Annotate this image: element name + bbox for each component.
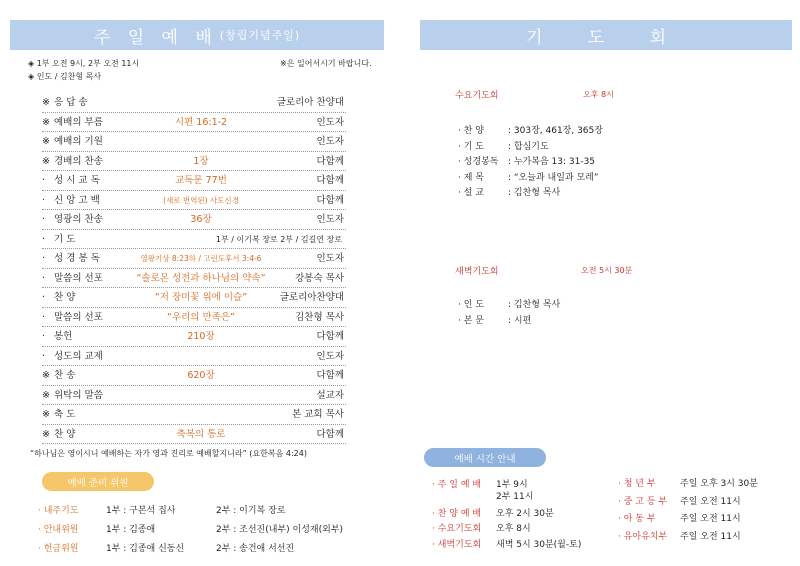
schedule-time: 주일 오전 11시 xyxy=(680,496,741,507)
schedule-label: · 새벽기도회 xyxy=(432,540,482,550)
schedule-time: 새벽 5시 30분(월-토) xyxy=(496,540,582,550)
prayer-title: 기 도 회 xyxy=(525,27,687,48)
meeting-row-label: · 기 도 xyxy=(458,141,484,152)
worship-order xyxy=(42,93,346,444)
schedule-badge xyxy=(424,448,546,467)
bible-verse: “하나님은 영이시니 예배하는 자가 영과 진리로 예배할지니라” (요한복음 4:24) xyxy=(30,449,307,458)
schedule-label: · 찬 양 예 배 xyxy=(432,509,482,519)
meeting-row-value: : 누가복음 13: 31-35 xyxy=(508,157,596,167)
order-row xyxy=(42,425,346,445)
meeting-row-value: : “오늘과 내일과 모레” xyxy=(508,172,599,183)
order-item-person: 인도자 xyxy=(316,116,344,128)
order-row xyxy=(42,171,346,191)
order-item-content: 축복의 통로 xyxy=(176,428,226,440)
meeting-row-value: : 김찬형 목사 xyxy=(508,188,561,198)
worship-title-bar xyxy=(10,20,384,50)
schedule-row xyxy=(432,537,602,551)
order-mark: ※ xyxy=(42,116,50,128)
schedule-row xyxy=(618,529,793,543)
order-item-person: 글로리아찬양대 xyxy=(279,292,344,303)
standing-notice: ※은 일어서시기 바랍니다. xyxy=(280,59,372,68)
schedule-time: 오후 2시 30분 xyxy=(496,509,554,519)
order-row xyxy=(42,288,346,308)
order-row xyxy=(42,132,346,152)
order-row xyxy=(42,386,346,406)
order-item-name: 성도의 교제 xyxy=(54,350,103,362)
meeting-row xyxy=(458,297,758,311)
order-row xyxy=(42,327,346,347)
worship-subtitle: (창립기념주일) xyxy=(219,29,301,42)
prep-role: · 내주기도 xyxy=(38,506,79,516)
order-mark: · xyxy=(42,331,46,342)
order-mark: ※ xyxy=(42,409,50,420)
order-item-name: 신 앙 고 백 xyxy=(54,194,100,206)
order-item-name: 성 경 봉 독 xyxy=(54,253,100,264)
order-item-content: 1부 / 이기복 장로 2부 / 김길연 장로 xyxy=(215,234,342,244)
order-row xyxy=(42,308,346,328)
prep-second-service: 2부 : 이기복 장로 xyxy=(216,506,286,516)
prep-row xyxy=(38,522,378,536)
order-item-name: 기 도 xyxy=(54,233,76,245)
schedule-label: · 주 일 예 배 xyxy=(432,480,482,490)
order-item-person: 본 교회 목사 xyxy=(292,409,344,420)
meeting-row xyxy=(458,185,758,199)
order-item-person: 인도자 xyxy=(316,214,344,225)
order-item-content: “우리의 만족은” xyxy=(167,311,235,323)
dawn-prayer-title: 새벽기도회 xyxy=(455,267,499,277)
order-item-person: 김찬형 목사 xyxy=(295,311,344,323)
wednesday-prayer-time: 오후 8시 xyxy=(583,90,614,99)
schedule-time: 주일 오전 11시 xyxy=(680,514,741,524)
meeting-row xyxy=(458,170,758,184)
order-item-person: 인도자 xyxy=(316,136,344,147)
order-mark: · xyxy=(42,292,46,303)
order-item-name: 축 도 xyxy=(54,409,76,420)
order-mark: · xyxy=(42,311,46,323)
order-mark: ※ xyxy=(42,155,50,167)
schedule-label: · 청 년 부 xyxy=(618,479,656,489)
order-item-name: 말씀의 선포 xyxy=(54,272,103,284)
schedule-label: · 유아유치부 xyxy=(618,531,668,542)
schedule-row xyxy=(432,521,602,535)
order-item-name: 찬 송 xyxy=(54,370,76,381)
order-item-content: 1장 xyxy=(193,155,209,167)
service-times: ◈ 1부 오전 9시, 2부 오전 11시 xyxy=(28,59,140,68)
order-mark: ※ xyxy=(42,370,50,381)
prayer-title-bar xyxy=(420,20,792,50)
order-row xyxy=(42,152,346,172)
meeting-row xyxy=(458,154,758,168)
order-item-name: 경배의 찬송 xyxy=(54,155,103,167)
order-item-name: 위탁의 말씀 xyxy=(54,389,103,401)
order-item-name: 말씀의 선포 xyxy=(54,311,103,323)
order-item-content: 620장 xyxy=(187,370,215,381)
dawn-prayer-time: 오전 5시 30분 xyxy=(581,266,633,275)
schedule-row xyxy=(432,506,602,520)
meeting-row-value: : 시편 xyxy=(508,315,532,326)
meeting-row xyxy=(458,139,758,153)
schedule-label: · 중 고 등 부 xyxy=(618,496,668,507)
schedule-row xyxy=(432,489,602,503)
order-row xyxy=(42,93,346,113)
schedule-row xyxy=(618,511,793,525)
meeting-row-label: · 찬 양 xyxy=(458,126,484,136)
prep-committee-title: 예배 준비 위원 xyxy=(67,477,129,489)
order-item-person: 인도자 xyxy=(316,253,344,264)
order-item-name: 예배의 기원 xyxy=(54,136,103,147)
worship-title: 주 일 예 배 xyxy=(93,27,218,48)
order-row xyxy=(42,366,346,386)
order-row xyxy=(42,347,346,367)
order-mark: ※ xyxy=(42,389,50,401)
order-mark: ※ xyxy=(42,428,50,440)
schedule-label: · 수요기도회 xyxy=(432,524,482,534)
order-row xyxy=(42,269,346,289)
meeting-row-label: · 제 목 xyxy=(458,172,484,183)
order-item-content: “저 장미꽃 위에 이슬” xyxy=(154,292,248,303)
order-row xyxy=(42,113,346,133)
order-mark: ※ xyxy=(42,97,50,108)
order-item-name: 찬 양 xyxy=(54,292,76,303)
order-row xyxy=(42,191,346,211)
order-row xyxy=(42,210,346,230)
meeting-row-value: : 김찬형 목사 xyxy=(508,300,561,310)
order-mark: · xyxy=(42,272,46,284)
order-item-person: 다함께 xyxy=(316,428,344,440)
meeting-row-label: · 인 도 xyxy=(458,300,484,310)
order-item-content: 36장 xyxy=(190,214,212,225)
schedule-label: · 아 동 부 xyxy=(618,514,656,524)
order-mark: · xyxy=(42,350,46,362)
schedule-time: 주일 오후 3시 30분 xyxy=(680,479,758,489)
order-item-person: 설교자 xyxy=(316,389,344,401)
order-item-content: 열왕기상 8:23하 / 고린도후서 3:4-6 xyxy=(140,254,262,263)
prep-second-service: 2부 : 조선진(내부) 이성재(외부) xyxy=(216,525,344,535)
order-item-person: 글로리아 찬양대 xyxy=(276,97,344,108)
order-item-person: 다함께 xyxy=(316,175,344,186)
meeting-row-value: : 합심기도 xyxy=(508,141,549,152)
order-item-person: 다함께 xyxy=(316,370,344,381)
order-item-content: “솔로몬 성전과 하나님의 약속” xyxy=(136,272,266,284)
meeting-row-label: · 설 교 xyxy=(458,188,484,198)
prep-first-service: 1부 : 구본석 집사 xyxy=(106,506,176,516)
prep-first-service: 1부 : 김종애 신동신 xyxy=(106,544,185,554)
schedule-row xyxy=(618,494,793,508)
order-item-person: 인도자 xyxy=(316,350,344,362)
schedule-title: 예배 시간 안내 xyxy=(454,453,516,465)
order-item-person: 강봉숙 목사 xyxy=(295,272,344,284)
order-mark: · xyxy=(42,175,46,186)
order-mark: · xyxy=(42,194,46,206)
order-item-name: 봉헌 xyxy=(54,331,73,342)
order-item-content: (새로 번역된) 사도신경 xyxy=(163,195,239,205)
order-item-content: 시편 16:1-2 xyxy=(174,116,228,128)
meeting-row-label: · 성경봉독 xyxy=(458,157,499,167)
order-mark: ※ xyxy=(42,136,50,147)
order-item-person: 다함께 xyxy=(316,194,344,206)
schedule-time: 2부 11시 xyxy=(496,492,534,502)
prep-committee-badge xyxy=(42,472,154,491)
meeting-row xyxy=(458,313,758,327)
order-item-name: 예배의 부름 xyxy=(54,116,103,128)
prep-first-service: 1부 : 김종애 xyxy=(106,525,156,535)
order-mark: · xyxy=(42,253,46,264)
prep-row xyxy=(38,541,378,555)
order-mark: · xyxy=(42,233,46,245)
schedule-row xyxy=(618,476,793,490)
order-item-content: 210장 xyxy=(187,331,215,342)
order-item-content: 교독문 77번 xyxy=(175,175,227,186)
schedule-time: 오후 8시 xyxy=(496,524,531,534)
order-item-name: 응 답 송 xyxy=(54,97,88,108)
meeting-row xyxy=(458,123,758,137)
order-item-name: 성 시 교 독 xyxy=(54,175,100,186)
prep-second-service: 2부 : 송건애 서선진 xyxy=(216,544,295,554)
order-item-person: 다함께 xyxy=(316,155,344,167)
meeting-row-value: : 303장, 461장, 365장 xyxy=(508,126,603,136)
order-row xyxy=(42,405,346,425)
schedule-time: 1부 9시 xyxy=(496,480,528,490)
worship-leader: ◈ 인도 / 김찬형 목사 xyxy=(28,72,102,81)
meeting-row-label: · 본 문 xyxy=(458,315,484,326)
order-item-name: 찬 양 xyxy=(54,428,76,440)
prep-row xyxy=(38,503,378,517)
order-mark: · xyxy=(42,214,46,225)
order-item-name: 영광의 찬송 xyxy=(54,214,103,225)
schedule-time: 주일 오전 11시 xyxy=(680,531,741,542)
prep-role: · 헌금위원 xyxy=(38,544,79,554)
order-row xyxy=(42,249,346,269)
wednesday-prayer-title: 수요기도회 xyxy=(455,91,499,101)
order-item-person: 다함께 xyxy=(316,331,344,342)
order-row xyxy=(42,230,346,250)
prep-role: · 안내위원 xyxy=(38,525,79,535)
